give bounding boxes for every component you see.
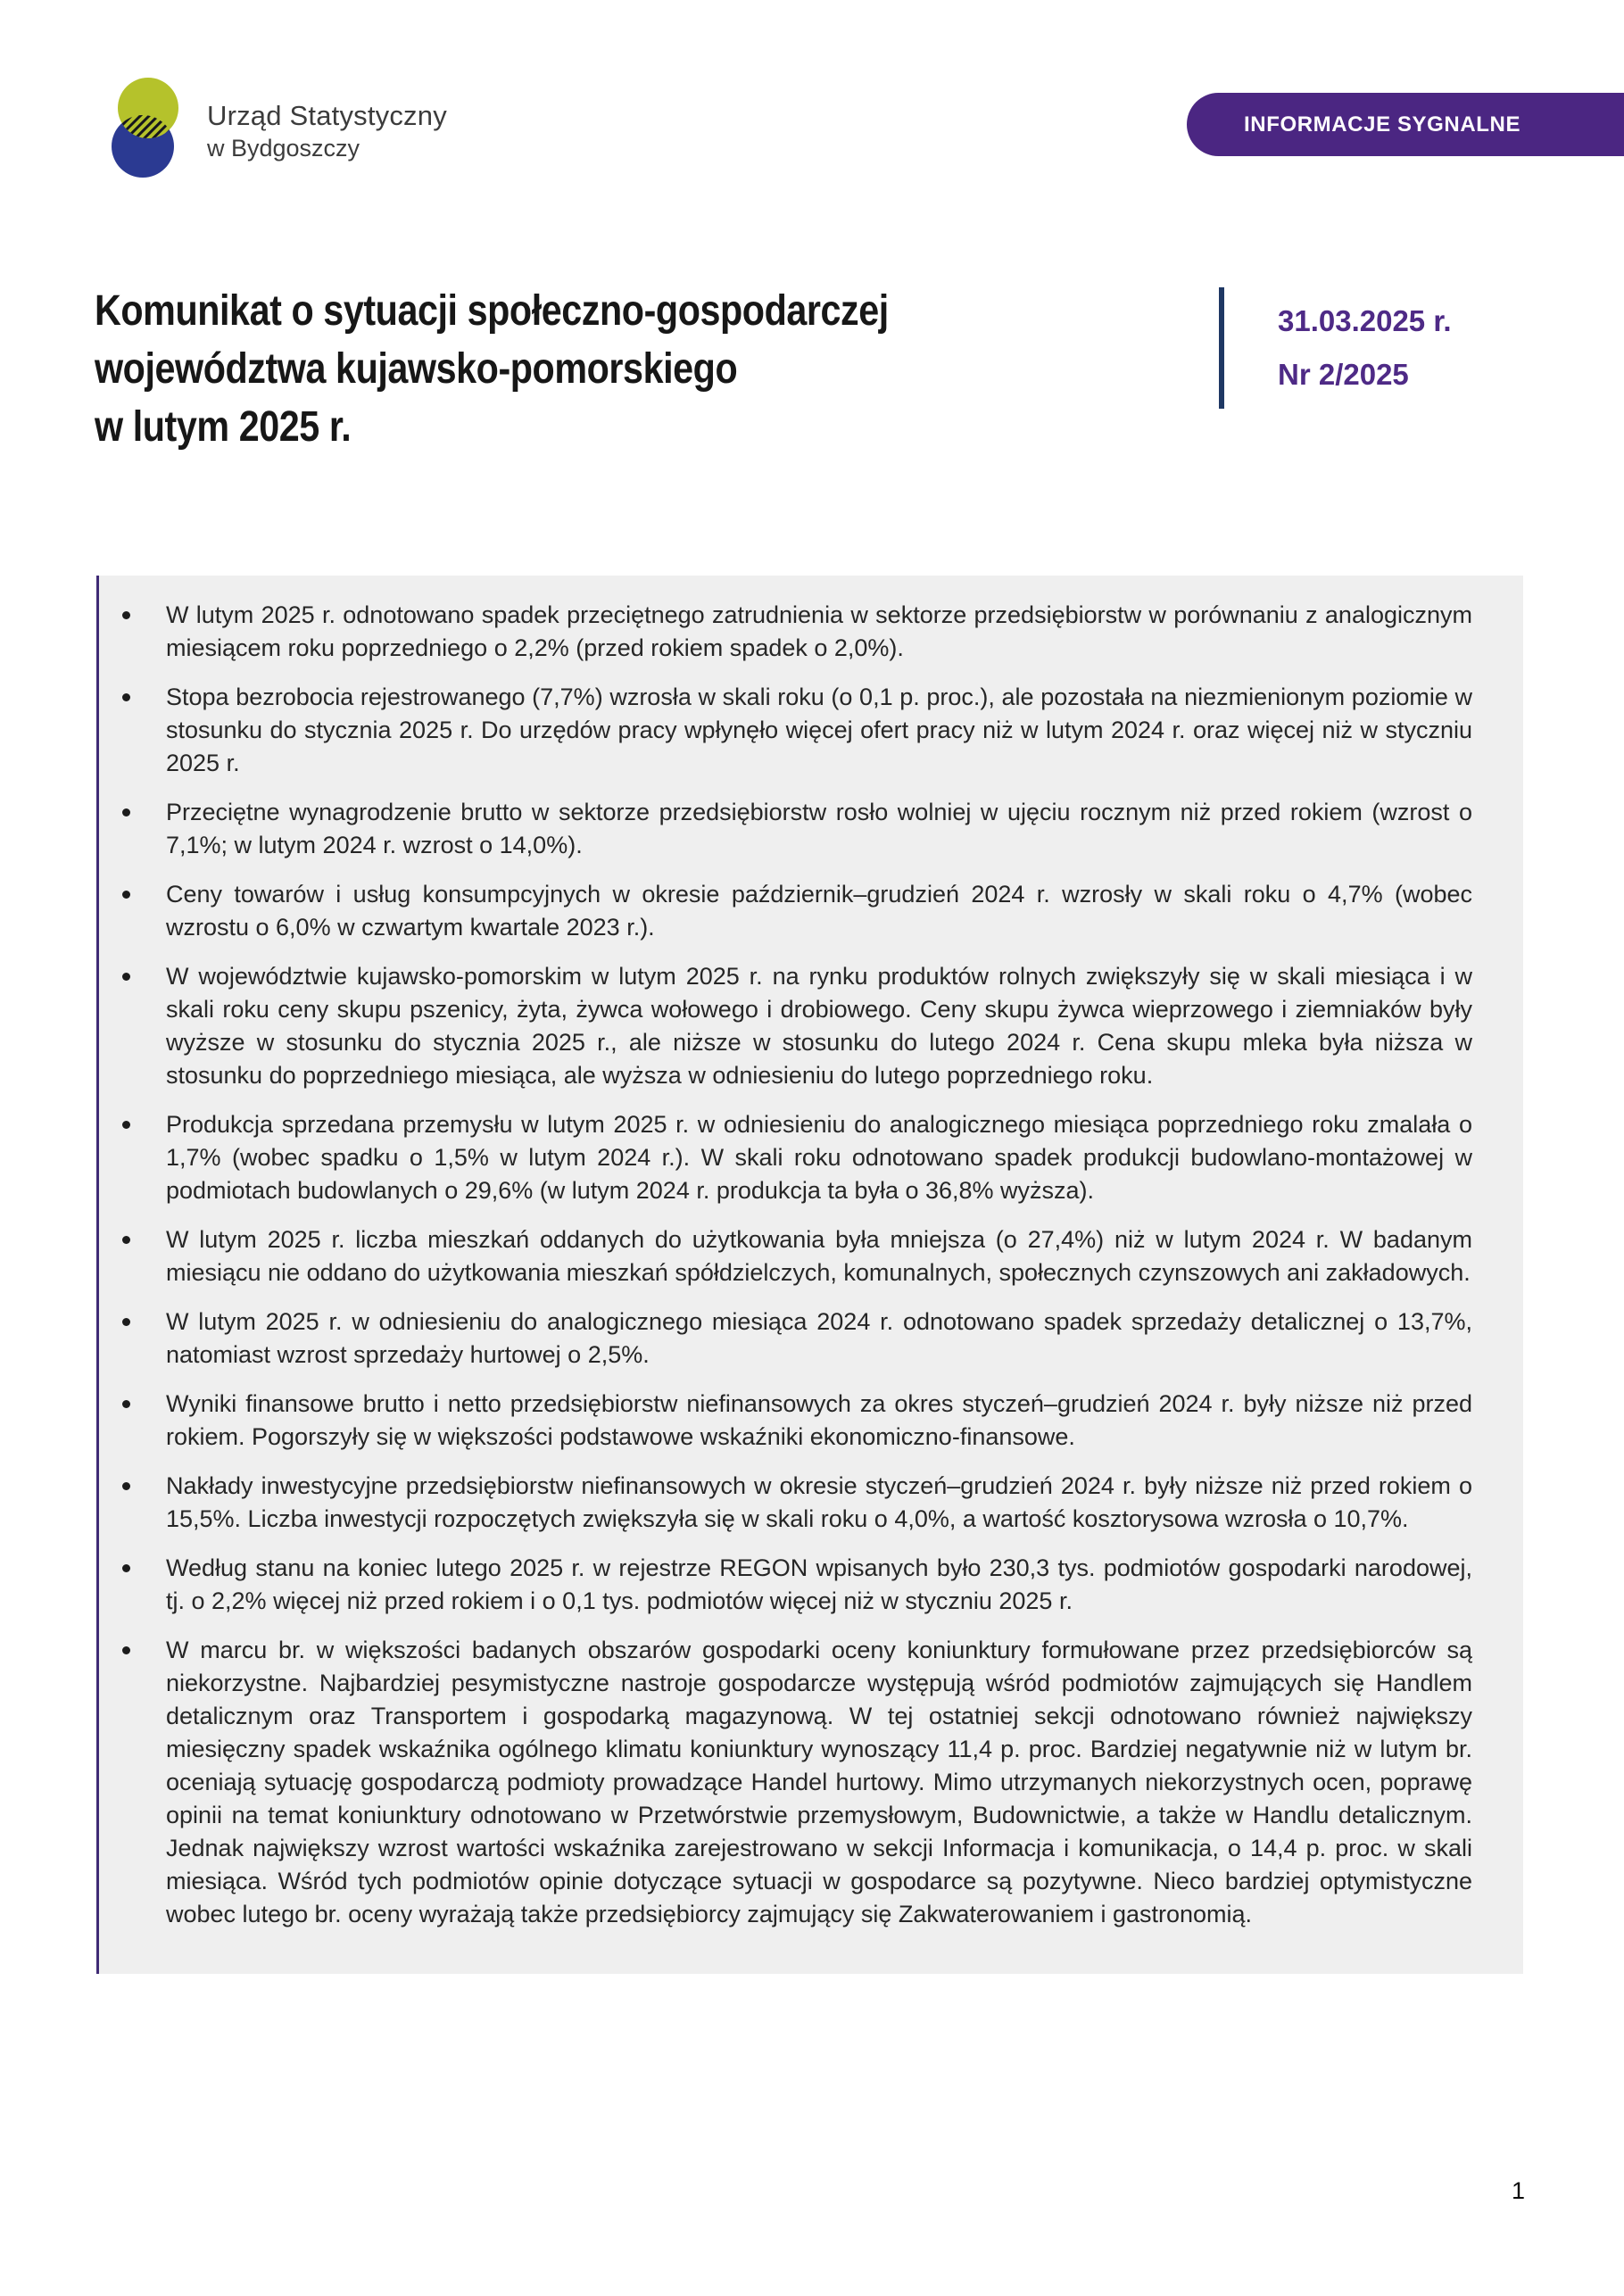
- highlight-item: Ceny towarów i usług konsumpcyjnych w okresie październik–grudzień 2024 r. wzrosły w skali roku o 4,7% (wobec wzrostu o 6,0% w czwartym kwartale 2023 r.).: [99, 878, 1472, 944]
- page-title-line3: w lutym 2025 r.: [95, 403, 352, 451]
- highlight-item: Stopa bezrobocia rejestrowanego (7,7%) wzrosła w skali roku (o 0,1 p. proc.), ale pozostała na niezmienionym poziomie w stosunku do stycznia 2025 r. Do urzędów pracy wpłynęło więcej ofert pracy niż w lutym 2024 r. oraz więcej niż w styczniu 2025 r.: [99, 681, 1472, 780]
- highlight-item: W lutym 2025 r. w odniesieniu do analogicznego miesiąca 2024 r. odnotowano spadek sprzedaży detalicznej o 13,7%, natomiast wzrost sprzedaży hurtowej o 2,5%.: [99, 1305, 1472, 1372]
- publication-date: 31.03.2025 r.: [1278, 304, 1452, 337]
- issue-number: Nr 2/2025: [1278, 358, 1409, 391]
- page-title: [95, 282, 889, 456]
- badge-label: INFORMACJE SYGNALNE: [1244, 112, 1521, 137]
- highlight-item: Produkcja sprzedana przemysłu w lutym 2025 r. w odniesieniu do analogicznego miesiąca poprzedniego roku zmalała o 1,7% (wobec spadku o 1,5% w lutym 2024 r.). W skali roku odnotowano spadek produkcji budowlano-montażowej w podmiotach budowlanych o 29,6% (w lutym 2024 r. produkcja ta była o 36,8% wyższa).: [99, 1108, 1472, 1207]
- highlight-item: W województwie kujawsko-pomorskim w lutym 2025 r. na rynku produktów rolnych zwiększyły się w skali miesiąca i w skali roku ceny skupu pszenicy, żyta, żywca wołowego i drobiowego. Ceny skupu żywca wieprzowego i ziemniaków były wyższe w stosunku do stycznia 2025 r., ale niższe w stosunku do lutego 2024 r. Cena skupu mleka była niższa w stosunku do poprzedniego miesiąca, ale wyższa w odniesieniu do lutego poprzedniego roku.: [99, 960, 1472, 1092]
- highlight-item: W marcu br. w większości badanych obszarów gospodarki oceny koniunktury formułowane przez przedsiębiorców są niekorzystne. Najbardziej pesymistyczne nastroje gospodarcze występują wśród podmiotów zajmujących się Handlem detalicznym oraz Transportem i gospodarką magazynową. W tej ostatniej sekcji odnotowano również największy miesięczny spadek wskaźnika ogólnego klimatu koniunktury wynoszący 11,4 p. proc. Bardziej negatywnie niż w lutym br. oceniają sytuację gospodarczą podmioty prowadzące Handel hurtowy. Mimo utrzymanych niekorzystnych ocen, poprawę opinii na temat koniunktury odnotowano w Przetwórstwie przemysłowym, Budownictwie, a także w Handlu detalicznym. Jednak największy wzrost wartości wskaźnika zarejestrowano w sekcji Informacja i komunikacja, o 14,4 p. proc. w skali miesiąca. Wśród tych podmiotów opinie dotyczące sytuacji w gospodarce są pozytywne. Nieco bardziej optymistyczne wobec lutego br. oceny wyrażają także przedsiębiorcy zajmujący się Zakwaterowaniem i gastronomią.: [99, 1634, 1472, 1931]
- org-name-line1: Urząd Statystyczny: [207, 100, 447, 131]
- org-name: [207, 100, 447, 162]
- highlight-item: W lutym 2025 r. odnotowano spadek przeciętnego zatrudnienia w sektorze przedsiębiorstw w porównaniu z analogicznym miesiącem roku poprzedniego o 2,2% (przed rokiem spadek o 2,0%).: [99, 599, 1472, 665]
- highlight-item: W lutym 2025 r. liczba mieszkań oddanych do użytkowania była mniejsza (o 27,4%) niż w lutym 2024 r. W badanym miesiącu nie oddano do użytkowania mieszkań spółdzielczych, komunalnych, społecznych czynszowych ani zakładowych.: [99, 1223, 1472, 1289]
- highlight-item: Nakłady inwestycyjne przedsiębiorstw niefinansowych w okresie styczeń–grudzień 2024 r. były niższe niż przed rokiem o 15,5%. Liczba inwestycji rozpoczętych zwiększyła się w skali roku o 4,0%, a wartość kosztorysowa wzrosła o 10,7%.: [99, 1470, 1472, 1536]
- informacje-sygnalne-badge: [1187, 93, 1624, 156]
- highlight-item: Według stanu na koniec lutego 2025 r. w rejestrze REGON wpisanych było 230,3 tys. podmiotów gospodarki narodowej, tj. o 2,2% więcej niż przed rokiem i o 0,1 tys. podmiotów więcej niż w styczniu 2025 r.: [99, 1552, 1472, 1618]
- highlight-item: Przeciętne wynagrodzenie brutto w sektorze przedsiębiorstw rosło wolniej w ujęciu rocznym niż przed rokiem (wzrost o 7,1%; w lutym 2024 r. wzrost o 14,0%).: [99, 796, 1472, 862]
- publication-meta: [1219, 287, 1452, 409]
- page-title-line2: województwa kujawsko-pomorskiego: [95, 345, 738, 393]
- highlights-box: [96, 576, 1523, 1974]
- statistical-office-logo: [89, 68, 200, 184]
- highlight-item: Wyniki finansowe brutto i netto przedsiębiorstw niefinansowych za okres styczeń–grudzień 2024 r. były niższe niż przed rokiem. Pogorszyły się w większości podstawowe wskaźniki ekonomiczno-finansowe.: [99, 1388, 1472, 1454]
- page-number: 1: [1512, 2177, 1526, 2204]
- page-title-line1: Komunikat o sytuacji społeczno-gospodarczej: [95, 287, 889, 335]
- two-circles-logo-icon: [89, 68, 200, 184]
- org-name-line2: w Bydgoszczy: [207, 134, 360, 162]
